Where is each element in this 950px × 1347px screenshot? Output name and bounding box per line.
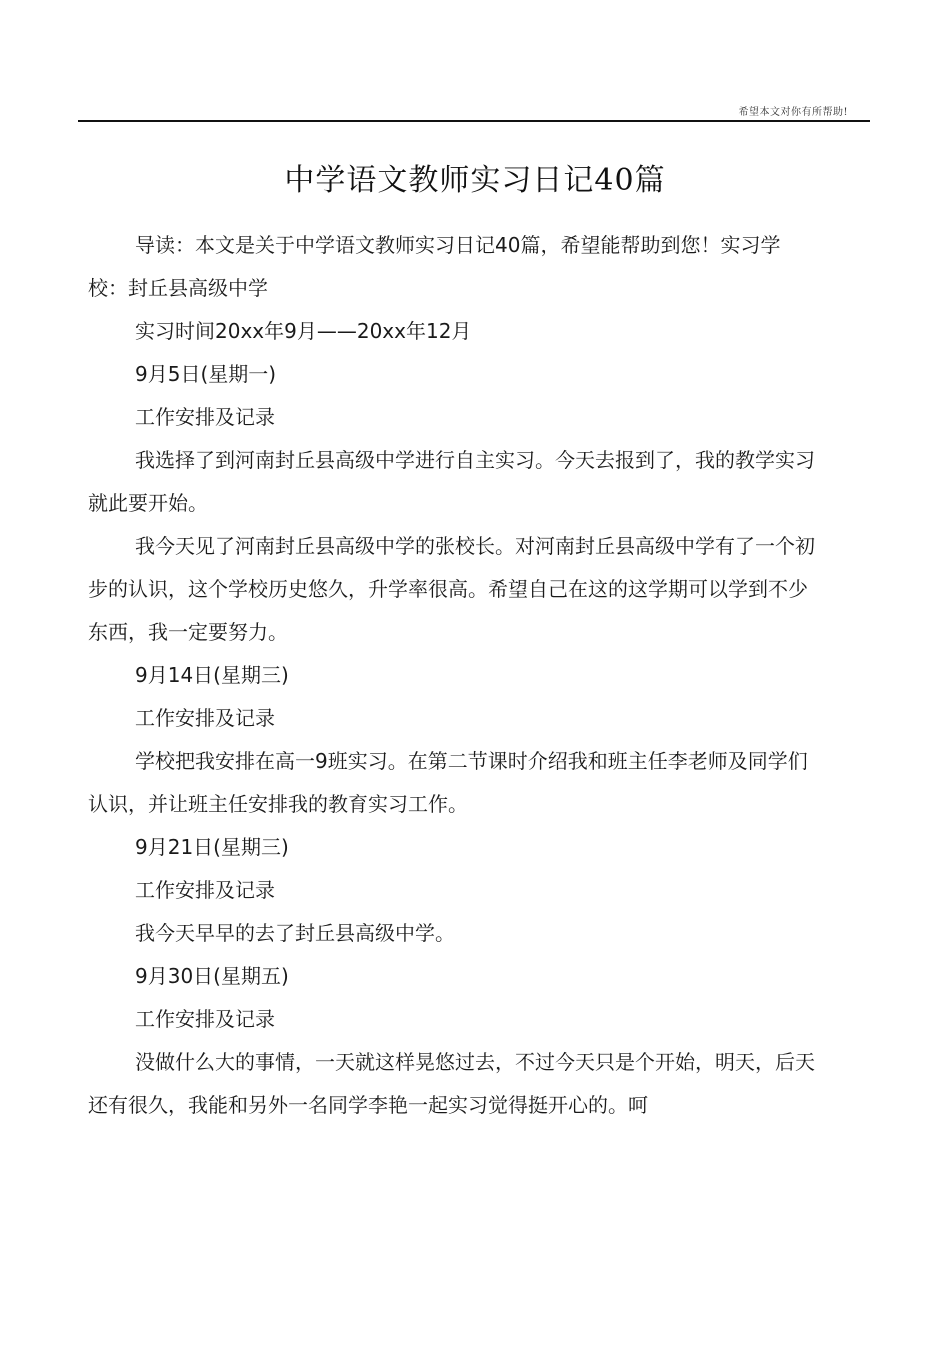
header-rule bbox=[78, 120, 870, 122]
entry-paragraph: 学校把我安排在高一9班实习。在第二节课时介绍我和班主任李老师及同学们认识，并让班主任安排我的教育实习工作。 bbox=[88, 749, 808, 816]
internship-period: 实习时间20xx年9月——20xx年12月 bbox=[135, 319, 472, 343]
intro-paragraph: 导读：本文是关于中学语文教师实习日记40篇，希望能帮助到您！实习学校：封丘县高级中学 bbox=[88, 233, 781, 300]
document-title: 中学语文教师实习日记40篇 bbox=[284, 163, 666, 198]
entry-heading: 工作安排及记录 bbox=[135, 706, 275, 730]
entry-paragraph: 我选择了到河南封丘县高级中学进行自主实习。今天去报到了，我的教学实习就此要开始。 bbox=[88, 448, 815, 515]
entry-heading: 工作安排及记录 bbox=[135, 405, 275, 429]
entry-date: 9月5日(星期一) bbox=[135, 362, 277, 386]
entry-paragraph: 我今天早早的去了封丘县高级中学。 bbox=[135, 921, 455, 945]
entry-date: 9月30日(星期五) bbox=[135, 964, 289, 988]
entry-heading: 工作安排及记录 bbox=[135, 878, 275, 902]
entry-date: 9月14日(星期三) bbox=[135, 663, 289, 687]
entry-paragraph: 我今天见了河南封丘县高级中学的张校长。对河南封丘县高级中学有了一个初步的认识，这个学校历史悠久，升学率很高。希望自己在这的这学期可以学到不少东西，我一定要努力。 bbox=[88, 534, 815, 644]
entry-heading: 工作安排及记录 bbox=[135, 1007, 275, 1031]
entry-paragraph: 没做什么大的事情，一天就这样晃悠过去，不过今天只是个开始，明天，后天还有很久，我能和另外一名同学李艳一起实习觉得挺开心的。呵 bbox=[88, 1050, 815, 1117]
document-body bbox=[88, 224, 818, 1127]
header-note: 希望本文对你有所帮助! bbox=[738, 107, 848, 118]
entry-date: 9月21日(星期三) bbox=[135, 835, 289, 859]
